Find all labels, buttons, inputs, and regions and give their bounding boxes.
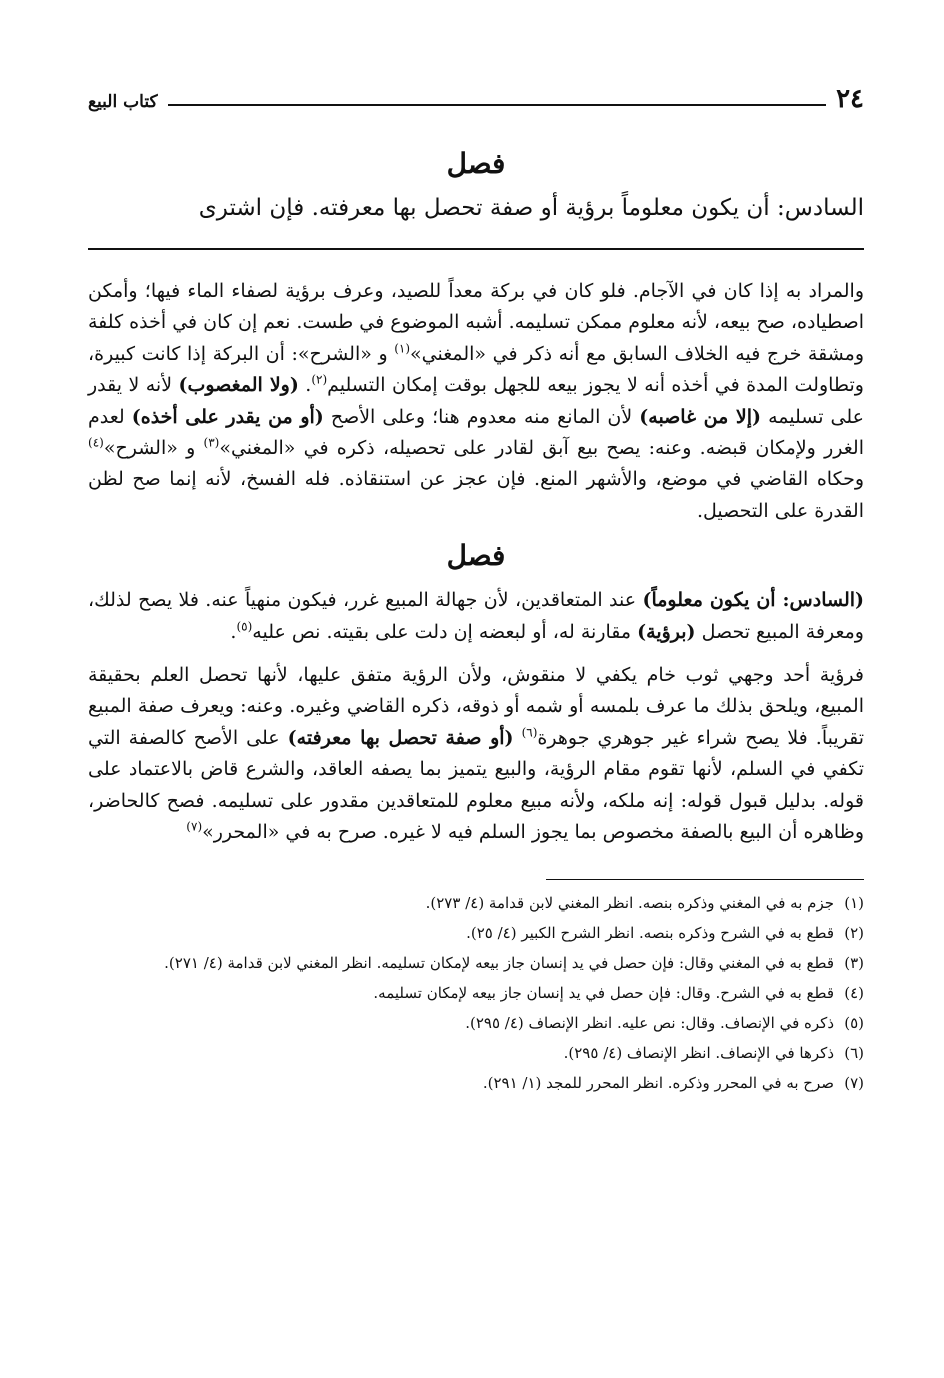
commentary-text: و «الشرح» — [103, 437, 204, 460]
footnote-text: ذكره في الإنصاف. وقال: نص عليه. انظر الإنصاف (٤/ ٢٩٥). — [465, 1013, 834, 1032]
commentary-text: فرؤية أحد وجهي ثوب خام يكفي لا منقوش، ولأن الرؤية متفق عليها، لأنها تحصل العلم بحقيقة المبيع، ويلحق بذلك ما عرف بلمسه أو شمه أو ذوقه، ذكره القاضي وغيره. وعنه: ويعرف صفة المبيع تقريباً. فلا يصح شراء غير جوهري جوهرة — [88, 664, 865, 749]
footnote-ref[interactable]: (٤) — [88, 435, 104, 450]
matn-quote: (إلا من غاصبه) — [639, 405, 762, 428]
footnote-number: (٥) — [844, 1013, 864, 1032]
page-number: ٢٤ — [826, 84, 864, 114]
footnote-text: قطع به في الشرح وذكره بنصه. انظر الشرح الكبير (٤/ ٢٥). — [466, 923, 834, 942]
commentary-text — [514, 727, 522, 749]
footnote-number: (١) — [844, 893, 864, 912]
commentary-text: . — [298, 374, 312, 397]
footnote-ref[interactable]: (٥) — [236, 619, 253, 634]
section-heading: فصل — [446, 539, 506, 573]
commentary-text: على الأصح كالصفة التي تكفي في السلم، لأنها تقوم مقام الرؤية، والبيع يتميز بما يصفه العاقد، والشرع قاض بالاعتماد على قوله. بدليل قبول قوله: إنه ملكه، ولأنه مبيع معلوم للمتعاقدين مقدور على تسليمه. فصح كالحاضر، وظاهره أن البيع بالصفة مخصوص بما يجوز السلم فيه لا غيره. صرح به في «المحرر» — [88, 726, 864, 844]
commentary-text: والمراد به إذا كان في الآجام. فلو كان في بركة معداً للصيد، وعرف برؤية لصفاء الماء فيها؛ وأمكن اصطياده، صح بيعه، لأنه معلوم ممكن تسليمه. أشبه الموضوع في طست. نعم إن كان في أخذه كلفة ومشقة خرج فيه الخلاف السابق مع أنه ذكر في «المغني» — [88, 280, 865, 365]
footnote-item — [88, 950, 864, 976]
commentary-text: لأنه لا يقدر على تسليمه — [88, 374, 865, 428]
footnote-ref[interactable]: (٣) — [203, 435, 220, 450]
matn-text: السادس: أن يكون معلوماً برؤية أو صفة تحصل بها معرفته. فإن اشترى — [198, 195, 864, 221]
footnote-item — [88, 1010, 864, 1036]
commentary-text: لأن المانع منه معدوم هنا؛ وعلى الأصح — [323, 405, 640, 428]
commentary-text: لعدم الغرر ولإمكان قبضه. وعنه: يصح بيع آبق لقادر على تحصيله، ذكره في «المغني» — [88, 405, 864, 460]
footnote-item — [88, 890, 864, 916]
footnote-text: جزم به في المغني وذكره بنصه. انظر المغني لابن قدامة (٤/ ٢٧٣). — [425, 893, 834, 912]
commentary-paragraph — [88, 276, 864, 527]
commentary-paragraph — [88, 660, 864, 848]
footnote-item — [88, 1070, 864, 1096]
footnote-ref[interactable]: (٧) — [186, 819, 203, 834]
footnote-text: قطع به في المغني وقال: فإن حصل في يد إنسان جاز بيعه لإمكان تسليمه. انظر المغني لابن قدامة (٤/ ٢٧١). — [164, 953, 834, 972]
footnote-number: (٣) — [844, 953, 864, 972]
footnote-ref[interactable]: (٢) — [311, 372, 328, 387]
footnote-number: (٦) — [844, 1043, 864, 1062]
footnote-item — [88, 1040, 864, 1066]
commentary-text: و «الشرح»: أن البركة إذا كانت كبيرة، وتطاولت المدة في أخذه أنه لا يجوز بيعه للجهل بوقت إمكان التسليم — [88, 342, 864, 397]
footnote-text: ذكرها في الإنصاف. انظر الإنصاف (٤/ ٢٩٥). — [563, 1043, 834, 1062]
footnote-ref[interactable]: (١) — [394, 341, 411, 356]
footnote-separator — [546, 879, 864, 880]
running-header — [88, 70, 864, 114]
commentary-text: وحكاه القاضي في موضع، والأشهر المنع. فإن عجز عن استنقاذه. فله الفسخ، لأنه إنما صح لظن القدرة على التحصيل. — [88, 468, 864, 522]
book-page — [88, 70, 864, 1330]
matn-quote: (أو من يقدر على أخذه) — [131, 405, 324, 428]
footnote-item — [88, 980, 864, 1006]
matn-quote: (السادس: أن يكون معلوماً) — [642, 589, 864, 612]
matn-quote: (برؤية) — [637, 620, 696, 643]
footnote-item — [88, 920, 864, 946]
footnote-number: (٤) — [844, 983, 864, 1002]
footnote-text: قطع به في الشرح. وقال: فإن حصل في يد إنسان جاز بيعه لإمكان تسليمه. — [373, 983, 834, 1002]
book-title: كتاب البيع — [88, 90, 168, 114]
footnote-ref[interactable]: (٦) — [521, 725, 538, 740]
matn-quote: (أو صفة تحصل بها معرفته) — [287, 726, 514, 749]
footnote-number: (٧) — [844, 1073, 864, 1092]
section-heading: فصل — [446, 147, 506, 180]
commentary-paragraph — [88, 585, 864, 648]
commentary-text: مقارنة له، أو لبعضه إن دلت على بقيته. نص عليه — [252, 620, 638, 643]
commentary-text: . — [230, 620, 237, 643]
matn-quote: (ولا المغصوب) — [178, 374, 299, 397]
matn-separator — [88, 248, 864, 250]
footnotes-list — [88, 890, 864, 1096]
footnote-text: صرح به في المحرر وذكره. انظر المحرر للمجد (١/ ٢٩١). — [482, 1073, 834, 1092]
footnote-number: (٢) — [844, 923, 864, 942]
commentary-text: عند المتعاقدين، لأن جهالة المبيع غرر، فيكون منهياً عنه. فلا يصح لذلك، ومعرفة المبيع تحصل — [88, 589, 864, 643]
